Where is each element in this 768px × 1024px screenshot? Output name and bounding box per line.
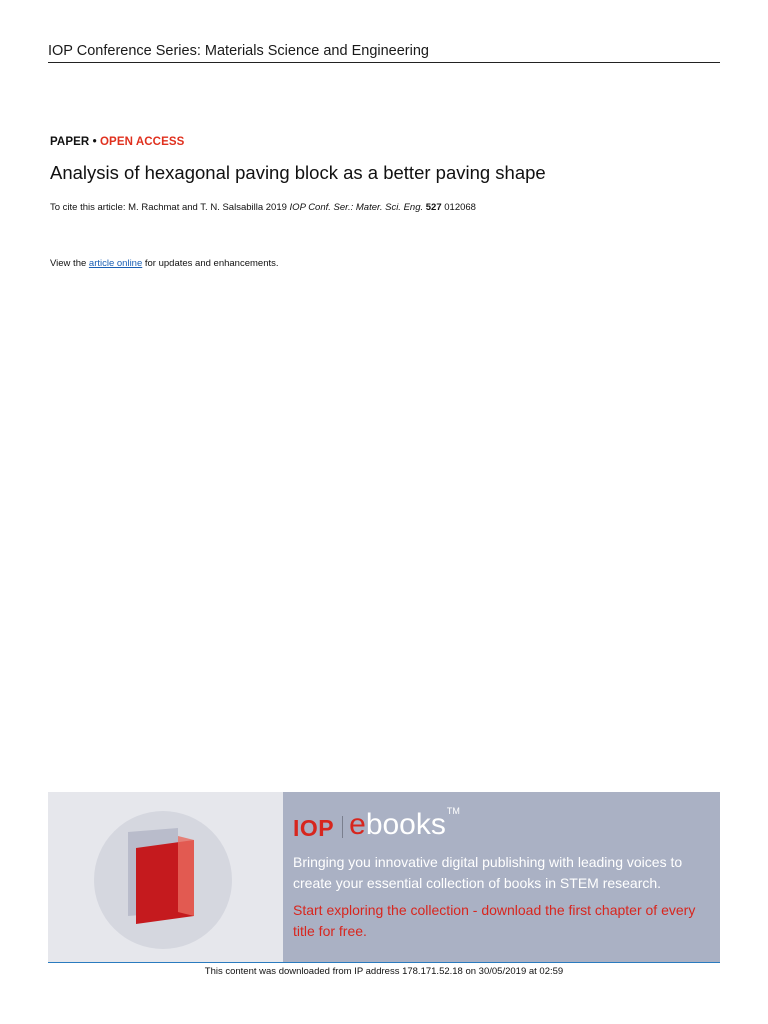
footer-divider bbox=[48, 962, 720, 963]
ebook-illustration-icon bbox=[48, 792, 283, 962]
banner-tagline: Bringing you innovative digital publishing with leading voices to create your essential collection of books in STEM research. bbox=[293, 854, 683, 891]
citation-journal: IOP Conf. Ser.: Mater. Sci. Eng. bbox=[289, 202, 424, 213]
logo-books-text: books bbox=[365, 808, 446, 841]
journal-header: IOP Conference Series: Materials Science and Engineering bbox=[48, 43, 720, 63]
open-access-label: OPEN ACCESS bbox=[100, 136, 185, 148]
logo-iop-text: IOP bbox=[293, 815, 335, 841]
banner-content bbox=[293, 792, 713, 962]
banner-call-to-action[interactable]: Start exploring the collection - download the first chapter of every title for free. bbox=[293, 902, 696, 939]
citation-article-number: 012068 bbox=[441, 202, 476, 213]
view-online-line bbox=[50, 258, 279, 269]
logo-trademark: TM bbox=[446, 806, 460, 816]
citation-volume: 527 bbox=[425, 202, 442, 213]
tag-separator: • bbox=[89, 136, 100, 148]
logo-divider bbox=[342, 816, 343, 838]
view-online-after: for updates and enhancements. bbox=[142, 258, 279, 269]
iop-ebooks-banner[interactable] bbox=[48, 792, 720, 962]
paper-tag bbox=[50, 136, 184, 148]
view-online-before: View the bbox=[50, 258, 89, 269]
citation-prefix: To cite this article: M. Rachmat and T. N. Salsabilla 2019 bbox=[50, 202, 290, 213]
logo-e-text: e bbox=[349, 808, 366, 841]
paper-label: PAPER bbox=[50, 136, 90, 148]
paper-title: Analysis of hexagonal paving block as a better paving shape bbox=[50, 162, 546, 183]
download-note: This content was downloaded from IP address 178.171.52.18 on 30/05/2019 at 02:59 bbox=[204, 966, 564, 977]
iop-ebooks-logo bbox=[293, 806, 460, 840]
citation bbox=[50, 202, 730, 213]
banner-art-panel bbox=[48, 792, 283, 962]
article-online-link[interactable]: article online bbox=[88, 258, 143, 269]
